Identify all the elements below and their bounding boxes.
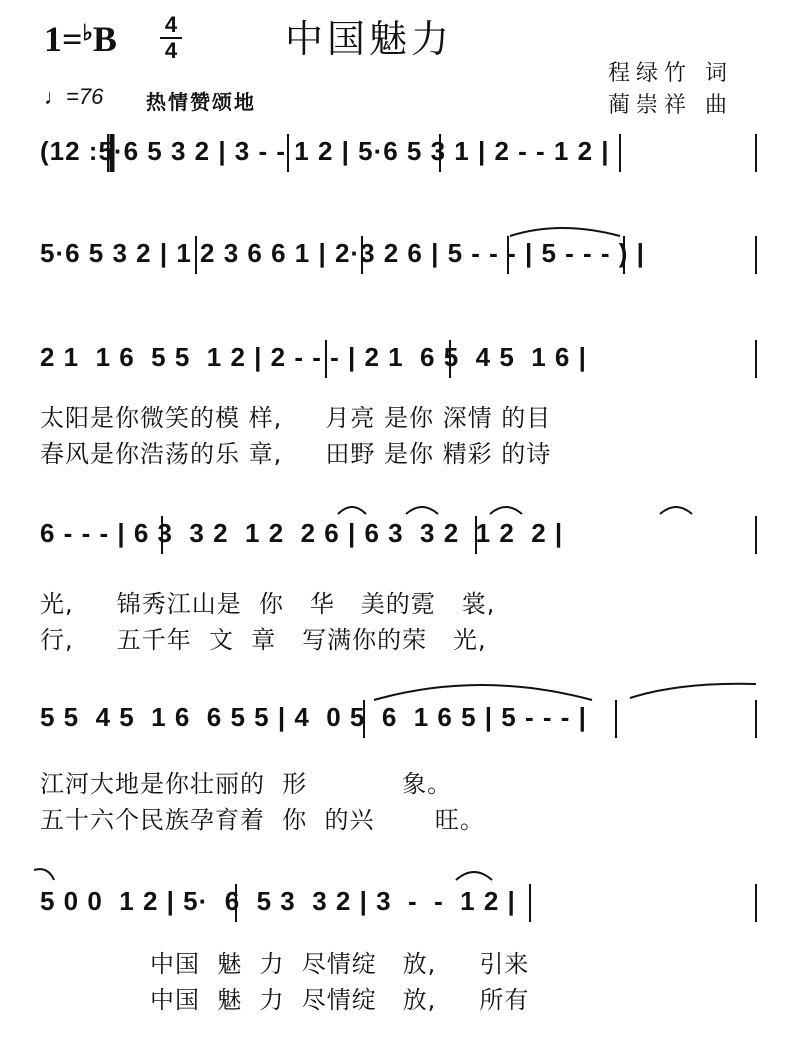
lyric-v2-line-4: 行, 五千年 文 章 写满你的荣 光, [40,626,487,654]
score-line-3 [40,336,760,380]
composer-credit: 蔺崇祥 曲 [608,93,733,118]
score-line-5 [40,696,760,740]
lyric-v1-line-5: 江河大地是你壮丽的 形 象。 [40,770,453,798]
notes-line-3: 2 1 1 6 5 5 1 2 | 2 - - - | 2 1 6 5 4 5 1 6 | [40,342,587,372]
lyricist-credit: 程绿竹 词 [608,61,733,86]
score-line-1 [40,130,760,174]
score-line-2 [40,232,760,276]
notes-line-6: 5 0 0 1 2 | 5· 6 5 3 3 2 | 3 - - 1 2 | [40,886,516,916]
time-top: 4 [164,12,178,37]
song-title: 中国魅力 [285,17,454,61]
lyric-v2-line-3: 春风是你浩荡的乐 章, 田野 是你 精彩 的诗 [40,440,552,468]
lyric-v2-line-5: 五十六个民族孕育着 你 的兴 旺。 [40,806,485,834]
notes-line-2: 5·6 5 3 2 | 1 2 3 6 6 1 | 2·3 2 6 | 5 - - - | 5 - - - ) | [40,238,645,268]
notes-line-5: 5 5 4 5 1 6 6 5 5 | 4 0 5 6 1 6 5 | 5 - - - | [40,702,587,732]
key-note: B [92,19,117,59]
notes-line-1: (12 :5·6 5 3 2 | 3 - - 1 2 | 5·6 5 3 1 | 2 - - 1 2 | [40,136,610,166]
lyric-v1-line-3: 太阳是你微笑的模 样, 月亮 是你 深情 的目 [40,404,552,432]
score-line-4 [40,512,760,556]
time-bottom: 4 [164,38,178,63]
lyric-v1-line-4: 光, 锦秀江山是 你 华 美的霓 裳, [40,590,496,618]
key-signature [44,18,117,60]
flat-sign: ♭ [82,20,93,45]
score-line-6 [40,880,760,924]
tempo-marking: ♩=76 [44,84,104,109]
key-label: 1= [44,19,83,59]
time-signature [160,14,182,62]
expression-marking: 热情赞颂地 [146,90,256,114]
lyric-v1-line-6: 中国 魅 力 尽情绽 放, 引来 [150,950,530,978]
notes-line-4: 6 - - - | 6 3 3 2 1 2 2 6 | 6 3 3 2 1 2 2 | [40,518,564,548]
lyric-v2-line-6: 中国 魅 力 尽情绽 放, 所有 [150,986,530,1014]
